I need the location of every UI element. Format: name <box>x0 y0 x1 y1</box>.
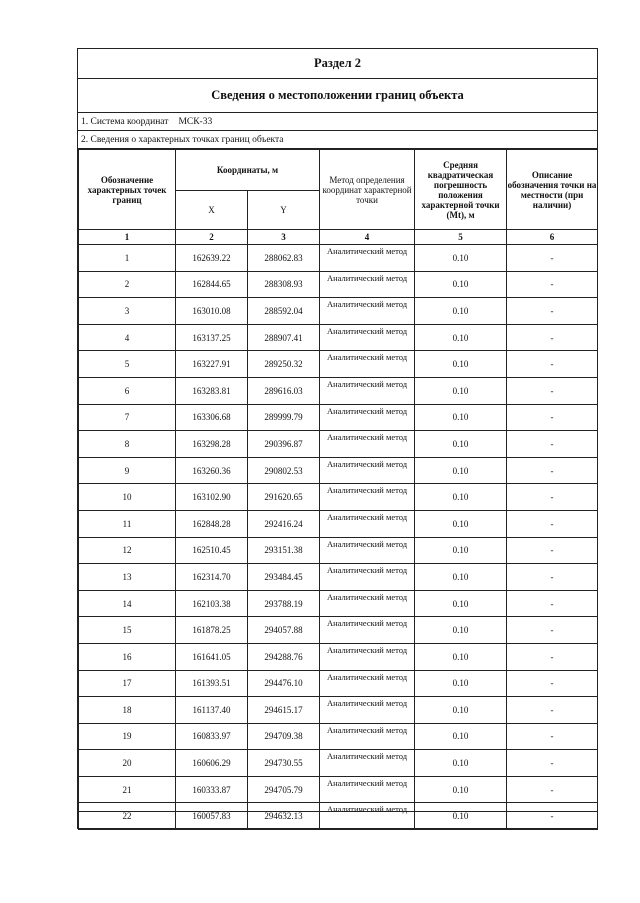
table-row <box>79 457 598 484</box>
description-cell: - <box>507 697 598 724</box>
accuracy-cell: 0.10 <box>415 404 507 431</box>
point-number-cell: 2 <box>79 271 176 298</box>
accuracy-cell: 0.10 <box>415 617 507 644</box>
header-x: X <box>176 191 248 230</box>
y-coordinate-cell: 291620.65 <box>248 484 320 511</box>
x-coordinate-cell: 163137.25 <box>176 324 248 351</box>
description-cell: - <box>507 351 598 378</box>
x-coordinate-cell: 162314.70 <box>176 564 248 591</box>
description-cell: - <box>507 404 598 431</box>
point-number-cell: 9 <box>79 457 176 484</box>
y-coordinate-cell: 288907.41 <box>248 324 320 351</box>
x-coordinate-cell: 163306.68 <box>176 404 248 431</box>
description-cell: - <box>507 590 598 617</box>
coordinate-system-value: МСК-33 <box>178 116 213 127</box>
accuracy-cell: 0.10 <box>415 298 507 325</box>
point-number-cell: 7 <box>79 404 176 431</box>
table-body <box>79 245 598 830</box>
table-row <box>79 377 598 404</box>
x-coordinate-cell: 161137.40 <box>176 697 248 724</box>
method-cell: Аналитический метод <box>320 457 415 484</box>
x-coordinate-cell: 163227.91 <box>176 351 248 378</box>
method-cell: Аналитический метод <box>320 324 415 351</box>
method-cell: Аналитический метод <box>320 564 415 591</box>
column-number: 2 <box>176 230 248 245</box>
description-cell: - <box>507 750 598 777</box>
description-cell: - <box>507 377 598 404</box>
table-row <box>79 750 598 777</box>
description-cell: - <box>507 776 598 803</box>
x-coordinate-cell: 162848.28 <box>176 510 248 537</box>
table-row <box>79 351 598 378</box>
x-coordinate-cell: 161393.51 <box>176 670 248 697</box>
point-number-cell: 4 <box>79 324 176 351</box>
point-number-cell: 20 <box>79 750 176 777</box>
y-coordinate-cell: 293788.19 <box>248 590 320 617</box>
description-cell: - <box>507 457 598 484</box>
method-cell: Аналитический метод <box>320 510 415 537</box>
method-cell: Аналитический метод <box>320 245 415 272</box>
accuracy-cell: 0.10 <box>415 723 507 750</box>
y-coordinate-cell: 288062.83 <box>248 245 320 272</box>
point-number-cell: 8 <box>79 431 176 458</box>
x-coordinate-cell: 160057.83 <box>176 803 248 830</box>
point-number-cell: 5 <box>79 351 176 378</box>
accuracy-cell: 0.10 <box>415 484 507 511</box>
y-coordinate-cell: 294476.10 <box>248 670 320 697</box>
method-cell: Аналитический метод <box>320 404 415 431</box>
x-coordinate-cell: 161878.25 <box>176 617 248 644</box>
header-method: Метод определения координат характерной точки <box>320 150 415 230</box>
accuracy-cell: 0.10 <box>415 377 507 404</box>
method-cell: Аналитический метод <box>320 643 415 670</box>
description-cell: - <box>507 484 598 511</box>
description-cell: - <box>507 670 598 697</box>
method-cell: Аналитический метод <box>320 750 415 777</box>
y-coordinate-cell: 294632.13 <box>248 803 320 830</box>
x-coordinate-cell: 163010.08 <box>176 298 248 325</box>
point-number-cell: 3 <box>79 298 176 325</box>
method-cell: Аналитический метод <box>320 271 415 298</box>
accuracy-cell: 0.10 <box>415 670 507 697</box>
point-number-cell: 13 <box>79 564 176 591</box>
accuracy-cell: 0.10 <box>415 510 507 537</box>
description-cell: - <box>507 537 598 564</box>
table-row <box>79 697 598 724</box>
accuracy-cell: 0.10 <box>415 750 507 777</box>
coordinate-system-line <box>78 113 597 131</box>
accuracy-cell: 0.10 <box>415 457 507 484</box>
method-cell: Аналитический метод <box>320 723 415 750</box>
point-number-cell: 1 <box>79 245 176 272</box>
y-coordinate-cell: 294288.76 <box>248 643 320 670</box>
x-coordinate-cell: 163298.28 <box>176 431 248 458</box>
point-number-cell: 21 <box>79 776 176 803</box>
header-point-designation: Обозначение характерных точек границ <box>79 150 176 230</box>
method-cell: Аналитический метод <box>320 484 415 511</box>
description-cell: - <box>507 803 598 830</box>
y-coordinate-cell: 294615.17 <box>248 697 320 724</box>
y-coordinate-cell: 289616.03 <box>248 377 320 404</box>
coordinate-system-label: 1. Система координат <box>81 116 169 127</box>
y-coordinate-cell: 294730.55 <box>248 750 320 777</box>
document-frame <box>77 48 598 829</box>
accuracy-cell: 0.10 <box>415 803 507 830</box>
description-cell: - <box>507 431 598 458</box>
boundary-points-table <box>78 149 598 830</box>
accuracy-cell: 0.10 <box>415 643 507 670</box>
accuracy-cell: 0.10 <box>415 537 507 564</box>
column-number: 6 <box>507 230 598 245</box>
y-coordinate-cell: 289999.79 <box>248 404 320 431</box>
method-cell: Аналитический метод <box>320 670 415 697</box>
point-number-cell: 22 <box>79 803 176 830</box>
y-coordinate-cell: 294709.38 <box>248 723 320 750</box>
x-coordinate-cell: 163260.36 <box>176 457 248 484</box>
accuracy-cell: 0.10 <box>415 776 507 803</box>
header-coordinates: Координаты, м <box>176 150 320 191</box>
x-coordinate-cell: 162510.45 <box>176 537 248 564</box>
description-cell: - <box>507 245 598 272</box>
accuracy-cell: 0.10 <box>415 697 507 724</box>
y-coordinate-cell: 289250.32 <box>248 351 320 378</box>
description-cell: - <box>507 324 598 351</box>
point-number-cell: 10 <box>79 484 176 511</box>
table-row <box>79 404 598 431</box>
header-y: Y <box>248 191 320 230</box>
method-cell: Аналитический метод <box>320 537 415 564</box>
table-row <box>79 245 598 272</box>
column-number: 5 <box>415 230 507 245</box>
column-number: 3 <box>248 230 320 245</box>
table-row <box>79 590 598 617</box>
accuracy-cell: 0.10 <box>415 324 507 351</box>
header-description: Описание обозначения точки на местности (при наличии) <box>507 150 598 230</box>
point-number-cell: 19 <box>79 723 176 750</box>
table-row <box>79 617 598 644</box>
description-cell: - <box>507 510 598 537</box>
header-accuracy: Средняя квадратическая погрешность положения характерной точки (Mt), м <box>415 150 507 230</box>
y-coordinate-cell: 290802.53 <box>248 457 320 484</box>
method-cell: Аналитический метод <box>320 697 415 724</box>
table-row <box>79 776 598 803</box>
section-subtitle: Сведения о местоположении границ объекта <box>78 79 597 113</box>
table-row <box>79 643 598 670</box>
x-coordinate-cell: 162639.22 <box>176 245 248 272</box>
x-coordinate-cell: 162844.65 <box>176 271 248 298</box>
table-row <box>79 298 598 325</box>
x-coordinate-cell: 160606.29 <box>176 750 248 777</box>
description-cell: - <box>507 643 598 670</box>
table-row <box>79 271 598 298</box>
x-coordinate-cell: 163102.90 <box>176 484 248 511</box>
y-coordinate-cell: 290396.87 <box>248 431 320 458</box>
point-number-cell: 6 <box>79 377 176 404</box>
table-row <box>79 670 598 697</box>
method-cell: Аналитический метод <box>320 377 415 404</box>
x-coordinate-cell: 160333.87 <box>176 776 248 803</box>
x-coordinate-cell: 161641.05 <box>176 643 248 670</box>
y-coordinate-cell: 288592.04 <box>248 298 320 325</box>
point-number-cell: 18 <box>79 697 176 724</box>
description-cell: - <box>507 564 598 591</box>
accuracy-cell: 0.10 <box>415 351 507 378</box>
method-cell: Аналитический метод <box>320 590 415 617</box>
description-cell: - <box>507 723 598 750</box>
points-info-line: 2. Сведения о характерных точках границ объекта <box>78 131 597 149</box>
accuracy-cell: 0.10 <box>415 271 507 298</box>
accuracy-cell: 0.10 <box>415 564 507 591</box>
y-coordinate-cell: 294057.88 <box>248 617 320 644</box>
x-coordinate-cell: 162103.38 <box>176 590 248 617</box>
description-cell: - <box>507 271 598 298</box>
y-coordinate-cell: 293484.45 <box>248 564 320 591</box>
method-cell: Аналитический метод <box>320 617 415 644</box>
method-cell: Аналитический метод <box>320 431 415 458</box>
y-coordinate-cell: 288308.93 <box>248 271 320 298</box>
point-number-cell: 17 <box>79 670 176 697</box>
table-row <box>79 537 598 564</box>
point-number-cell: 12 <box>79 537 176 564</box>
table-row <box>79 510 598 537</box>
accuracy-cell: 0.10 <box>415 431 507 458</box>
method-cell: Аналитический метод <box>320 351 415 378</box>
point-number-cell: 11 <box>79 510 176 537</box>
point-number-cell: 16 <box>79 643 176 670</box>
method-cell: Аналитический метод <box>320 298 415 325</box>
accuracy-cell: 0.10 <box>415 245 507 272</box>
y-coordinate-cell: 293151.38 <box>248 537 320 564</box>
y-coordinate-cell: 294705.79 <box>248 776 320 803</box>
description-cell: - <box>507 617 598 644</box>
column-number: 4 <box>320 230 415 245</box>
table-row <box>79 723 598 750</box>
method-cell: Аналитический метод <box>320 776 415 803</box>
y-coordinate-cell: 292416.24 <box>248 510 320 537</box>
column-number: 1 <box>79 230 176 245</box>
table-row <box>79 484 598 511</box>
x-coordinate-cell: 163283.81 <box>176 377 248 404</box>
point-number-cell: 14 <box>79 590 176 617</box>
x-coordinate-cell: 160833.97 <box>176 723 248 750</box>
method-cell: Аналитический метод <box>320 803 415 830</box>
table-row <box>79 431 598 458</box>
accuracy-cell: 0.10 <box>415 590 507 617</box>
point-number-cell: 15 <box>79 617 176 644</box>
description-cell: - <box>507 298 598 325</box>
table-footer-space <box>78 811 597 830</box>
table-row <box>79 324 598 351</box>
section-title: Раздел 2 <box>78 49 597 79</box>
table-row <box>79 564 598 591</box>
